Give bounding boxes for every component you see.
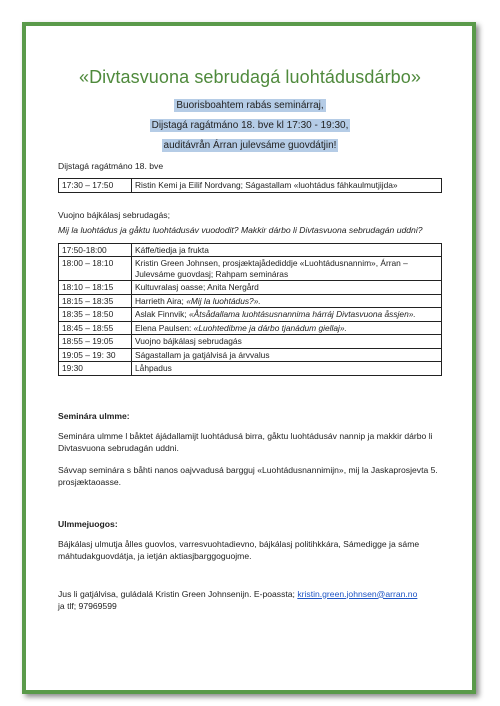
highlight-text-3: auditávrån Árran julevsáme guovdátjin! — [163, 140, 337, 151]
table-row — [59, 321, 442, 335]
workshop-label: Vuojno bájkálasj sebrudagás; — [58, 209, 170, 220]
desc-cell — [132, 308, 442, 322]
audience-heading: Ulmmejuogos: — [58, 518, 118, 529]
desc-text: Elena Paulsen: — [135, 322, 194, 333]
highlight-text-1: Buorisboahtem rabás seminárraj, — [176, 100, 324, 111]
desc-cell — [132, 348, 442, 362]
aim-heading: Seminára ulmme: — [58, 410, 130, 421]
contact-paragraph — [58, 588, 442, 612]
table-row — [59, 179, 442, 193]
desc-cell: Ristin Kemi ja Eilif Nordvang; Ságastallam «luohtádus fáhkaulmutjijda» — [132, 179, 442, 193]
time-cell: 17:50-18:00 — [59, 243, 132, 257]
table-row — [59, 362, 442, 376]
time-cell: 19:05 – 19: 30 — [59, 348, 132, 362]
desc-cell — [132, 294, 442, 308]
time-cell: 18:00 – 18:10 — [59, 257, 132, 281]
desc-cell — [132, 335, 442, 349]
highlight-line-1 — [58, 100, 442, 111]
desc-text: Aslak Finnvik; — [135, 309, 189, 319]
table-row — [59, 257, 442, 281]
time-cell: 18:15 – 18:35 — [59, 294, 132, 308]
workshop-question: Mij la luohtádus ja gåktu luohtádusáv vuododit? Makkir dárbo li Divtasvuona sebrudagán uddni? — [58, 224, 423, 235]
desc-emphasis: «Luohtedibme ja dárbo tjanádum giellaj». — [193, 322, 347, 333]
desc-text: Vuojno bájkálasj sebrudagás — [135, 336, 242, 346]
schedule-table — [58, 243, 442, 376]
desc-text: Kristin Green Johnsen, prosjæktajådediddje «Luohtádusnannim», Árran – Julevsáme guovdasj; Rahpam semináras — [135, 258, 408, 279]
contact-email-link[interactable]: kristin.green.johnsen@arran.no — [297, 588, 418, 599]
desc-cell — [132, 257, 442, 281]
day-label: Dijstagá ragátmáno 18. bve — [58, 161, 164, 171]
contact-suffix: ja tlf; 97969599 — [58, 600, 117, 611]
highlight-text-2: Dijstagá ragátmáno 18. bve kl 17:30 - 19:30, — [151, 120, 349, 131]
time-cell: 18:10 – 18:15 — [59, 281, 132, 295]
time-cell: 18:35 – 18:50 — [59, 308, 132, 322]
desc-text: Låhpadus — [135, 363, 172, 373]
desc-text: Ságastallam ja gatjálvisá ja árvvalus — [135, 349, 270, 360]
table-row — [59, 335, 442, 349]
highlight-line-2 — [58, 120, 442, 131]
contact-prefix: Jus li gatjálvisa, guládalá Kristin Green Johnsenijn. E-poassta; — [58, 588, 298, 599]
desc-cell — [132, 243, 442, 257]
time-cell: 19:30 — [59, 362, 132, 376]
desc-cell — [132, 281, 442, 295]
desc-emphasis: «Mij la luohtádus?». — [186, 295, 261, 306]
document-content — [58, 38, 442, 612]
aim-paragraph-1: Seminára ulmme l båktet ájádallamijt luohtádusá birra, gåktu luohtádusáv nannip ja makkir dárbo li Divtasvuona sebrudagán uddni. — [58, 430, 433, 453]
document-frame — [22, 22, 476, 694]
table-row — [59, 243, 442, 257]
desc-cell — [132, 362, 442, 376]
page-title: «Divtasvuona sebrudagá luohtádusdárbo» — [78, 67, 422, 87]
time-cell: 18:45 – 18:55 — [59, 321, 132, 335]
time-cell: 17:30 – 17:50 — [59, 179, 132, 193]
aim-paragraph-2: Sávvap seminára s båhti nanos oajvvadusá bargguj «Luohtádusnannimijn», mij la Jaskaprosjevta 5. prosjæktaoasse. — [58, 464, 438, 487]
desc-text: Káffe/tiedja ja frukta — [135, 244, 209, 255]
audience-paragraph: Bájkálasj ulmutja ålles guovlos, varresvuohtadievno, bájkálasj politihkkára, Sámedigge ja sáme máhtudakguovdátja, ja ietján aktiasjbarggoguojme. — [58, 538, 420, 561]
first-table — [58, 178, 442, 193]
desc-text: Harrieth Aira; — [135, 295, 187, 306]
desc-emphasis: «Åtsådallama luohtásusnannima hárráj Divtasvuona åssjen». — [189, 309, 416, 319]
desc-text: Kultuvralasj oasse; Anita Nergård — [135, 282, 259, 292]
desc-cell — [132, 321, 442, 335]
table-row — [59, 348, 442, 362]
table-row — [59, 281, 442, 295]
time-cell: 18:55 – 19:05 — [59, 335, 132, 349]
table-row — [59, 308, 442, 322]
highlight-line-3 — [58, 140, 442, 151]
table-row — [59, 294, 442, 308]
